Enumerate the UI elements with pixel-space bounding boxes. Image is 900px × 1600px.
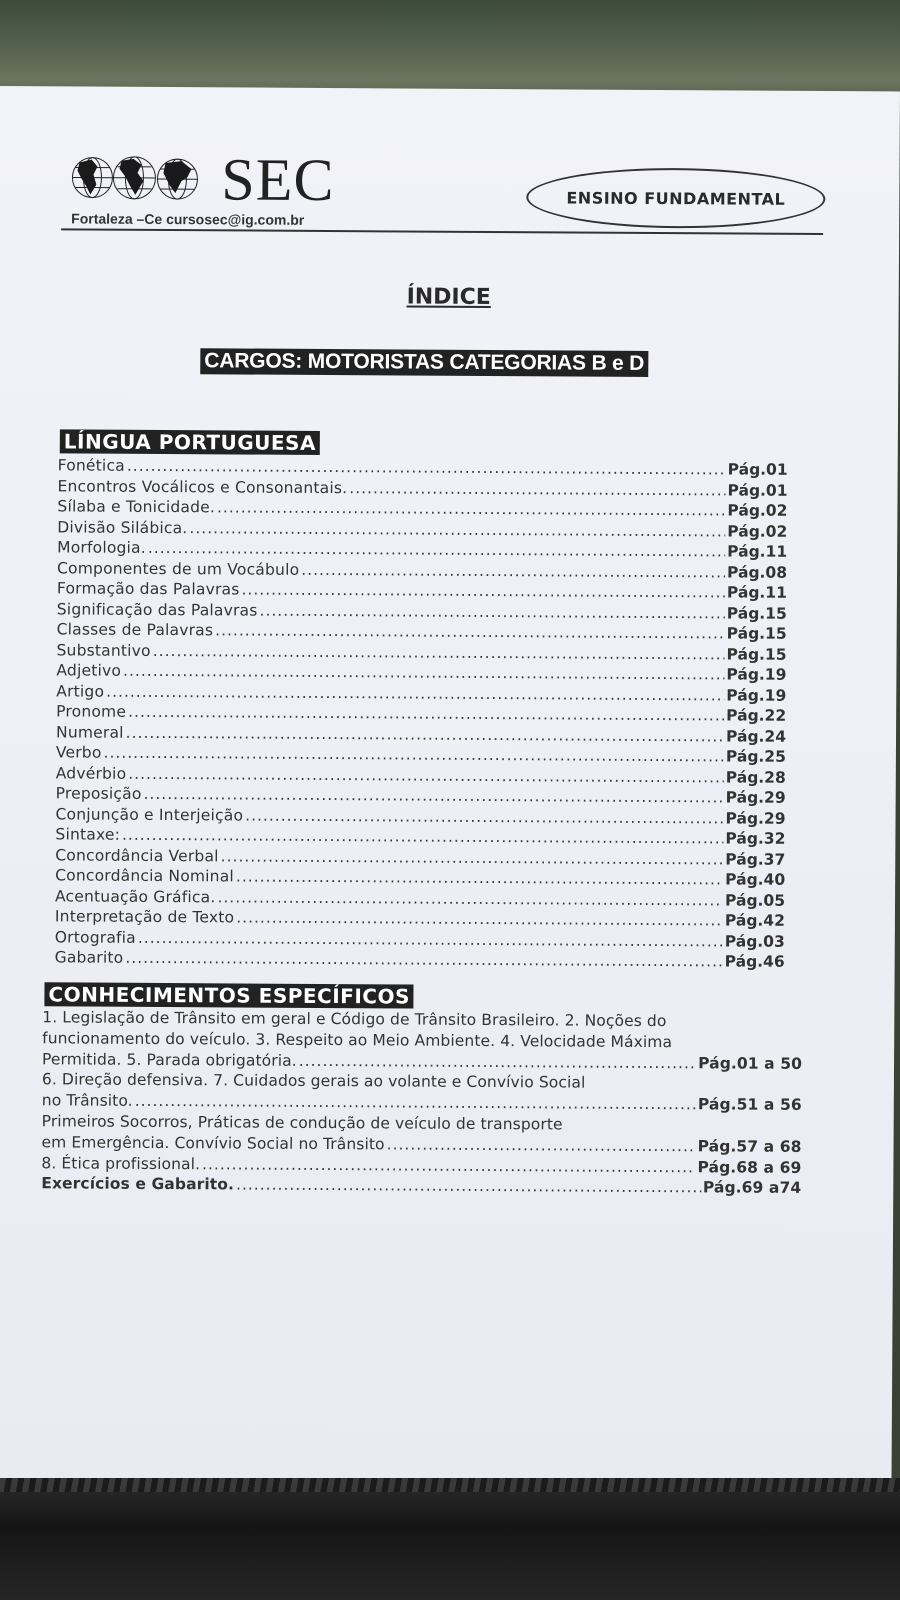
toc-leader-dots: [236, 867, 723, 888]
toc-entry-label: Ortografia: [54, 927, 136, 947]
toc-entry-label: Significação das Palavras: [56, 599, 258, 620]
toc-leader-dots: [217, 888, 723, 909]
toc-entry-page: Pág.46: [724, 952, 785, 971]
toc-entry-page: Pág.57 a 68: [697, 1137, 802, 1156]
toc-entry-page: Pág.28: [725, 767, 786, 787]
toc-leader-dots: [215, 621, 725, 642]
toc-entry-label: Pronome: [56, 702, 127, 721]
toc-entry-label: Numeral: [56, 722, 124, 742]
toc-entry-label: Gabarito: [54, 948, 124, 967]
toc-entry-label: Advérbio: [55, 763, 127, 783]
toc-entry-page: Pág.05: [725, 890, 786, 910]
toc-entry-label: Artigo: [56, 681, 105, 701]
toc-leader-dots: [241, 580, 725, 601]
toc-entry-label: Fonética: [57, 456, 125, 475]
toc-entry-label: Adjetivo: [56, 661, 122, 680]
toc-leader-dots: [123, 662, 724, 684]
toc-leader-dots: [128, 764, 724, 786]
toc-entry-page: Pág.22: [726, 706, 787, 725]
toc-entry-page: Pág.32: [725, 829, 786, 848]
toc-entry-label: Conjunção e Interjeição: [55, 804, 244, 824]
toc-entry-label: Encontros Vocálicos e Consonantais.: [57, 476, 348, 497]
toc-entry-page: Pág.42: [724, 911, 785, 930]
toc-entry-label: Concordância Verbal: [55, 845, 219, 865]
toc-entry-page: Pág.51 a 56: [697, 1095, 802, 1115]
toc-entry-page: Pág.01: [727, 460, 788, 479]
toc-leader-dots: [106, 682, 724, 704]
toc-leader-dots: [349, 479, 725, 499]
toc-entry-label: Acentuação Gráfica.: [54, 886, 216, 906]
toc-entry-page: Pág.25: [725, 747, 786, 766]
toc-entry-label: Divisão Silábica.: [57, 517, 188, 537]
toc-leader-dots: [299, 1051, 696, 1071]
section-heading-portuguese: LÍNGUA PORTUGUESA: [60, 429, 320, 455]
toc-entry-page: Pág.68 a 69: [697, 1157, 802, 1177]
toc-leader-dots: [221, 847, 724, 868]
toc-paragraph-text: no Trânsito.: [41, 1091, 133, 1111]
toc-leader-dots: [135, 1092, 696, 1113]
toc-entry-label: Verbo: [55, 743, 102, 762]
toc-entry-label: Classes de Palavras: [56, 620, 214, 640]
toc-leader-dots: [189, 519, 725, 540]
level-badge-label: ENSINO FUNDAMENTAL: [566, 187, 786, 209]
toc-entry-label: Sílaba e Tonicidade.: [57, 497, 216, 517]
toc-entry: [55, 948, 785, 973]
page-title: ÍNDICE: [406, 284, 491, 311]
toc-leader-dots: [301, 560, 725, 581]
toc-leader-dots: [125, 949, 722, 971]
toc-leader-dots: [236, 908, 723, 929]
toc-list-specific: [41, 1008, 802, 1200]
toc-leader-dots: [127, 457, 726, 479]
toc-paragraph-text: Exercícios e Gabarito.: [41, 1174, 235, 1194]
toc-entry-page: Pág.15: [726, 624, 787, 643]
toc-entry-page: Pág.03: [724, 931, 785, 951]
toc-leader-dots: [153, 641, 725, 662]
toc-entry-page: Pág.02: [727, 501, 788, 520]
toc-entry-label: Interpretação de Texto: [54, 907, 235, 927]
section-heading-specific: CONHECIMENTOS ESPECÍFICOS: [44, 982, 414, 1008]
toc-leader-dots: [236, 1176, 701, 1197]
toc-entry-page: Pág.29: [725, 788, 786, 807]
cargos-banner: CARGOS: MOTORISTAS CATEGORIAS B e D: [200, 348, 648, 377]
toc-entry-page: Pág.11: [726, 583, 787, 602]
toc-paragraph-text: 1. Legislação de Trânsito em geral e Código de Trânsito Brasileiro. 2. Noções do: [42, 1008, 667, 1031]
toc-entry-label: Sintaxe:: [55, 825, 121, 844]
toc-leader-dots: [387, 1135, 696, 1155]
level-badge: [526, 167, 825, 229]
page-bottom: [0, 86, 900, 91]
toc-leader-dots: [126, 723, 724, 745]
toc-entry-page: Pág.69 a74: [702, 1178, 802, 1198]
toc-leader-dots: [143, 785, 723, 807]
toc-entry-page: Pág.19: [726, 665, 787, 684]
toc-leader-dots: [202, 1155, 696, 1176]
page-header: [71, 146, 826, 235]
toc-leader-dots: [138, 928, 723, 950]
document-page: [0, 86, 900, 1483]
toc-entry-label: Formação das Palavras: [56, 579, 240, 599]
toc-entry-page: Pág.01: [727, 480, 788, 500]
background-edge: [0, 1478, 900, 1600]
toc-paragraph-text: Permitida. 5. Parada obrigatória.: [42, 1049, 297, 1070]
toc-entry-page: Pág.24: [726, 726, 787, 746]
toc-leader-dots: [104, 744, 724, 766]
toc-paragraph-text: 6. Direção defensiva. 7. Cuidados gerais ao volante e Convívio Social: [41, 1070, 586, 1092]
toc-entry-page: Pág.15: [726, 603, 787, 623]
toc-leader-dots: [245, 806, 724, 827]
toc-leader-dots: [217, 498, 726, 519]
brand-name: SEC: [221, 146, 335, 214]
toc-entry-page: Pág.11: [727, 542, 788, 561]
toc-paragraph-line: [41, 1175, 801, 1200]
toc-entry-page: Pág.40: [725, 870, 786, 889]
toc-entry-page: Pág.15: [726, 644, 787, 664]
toc-leader-dots: [259, 601, 724, 622]
toc-entry-page: Pág.29: [725, 808, 786, 828]
toc-paragraph-text: funcionamento do veículo. 3. Respeito ao Meio Ambiente. 4. Velocidade Máxima: [42, 1029, 673, 1051]
toc-paragraph-text: em Emergência. Convívio Social no Trânsito: [41, 1133, 385, 1154]
toc-entry-label: Morfologia.: [57, 538, 146, 557]
toc-paragraph-text: 8. Ética profissional.: [41, 1153, 201, 1173]
toc-leader-dots: [128, 703, 724, 725]
globe-logo-icon: [71, 150, 201, 209]
toc-entry-label: Concordância Nominal: [55, 866, 234, 886]
toc-paragraph-text: Primeiros Socorros, Práticas de condução de veículo de transporte: [41, 1112, 563, 1134]
toc-leader-dots: [122, 826, 724, 848]
toc-leader-dots: [148, 539, 725, 561]
toc-entry-page: Pág.02: [727, 521, 788, 541]
toc-entry-page: Pág.01 a 50: [698, 1053, 803, 1073]
toc-entry-label: Substantivo: [56, 640, 151, 660]
toc-entry-label: Componentes de um Vocábulo: [57, 558, 300, 579]
contact-address: Fortaleza –Ce cursosec@ig.com.br: [71, 210, 305, 228]
toc-entry-label: Preposição: [55, 784, 142, 803]
toc-list-portuguese: [55, 456, 788, 973]
toc-entry-page: Pág.08: [727, 562, 788, 582]
toc-entry-page: Pág.19: [726, 685, 787, 705]
toc-entry-page: Pág.37: [725, 849, 786, 869]
